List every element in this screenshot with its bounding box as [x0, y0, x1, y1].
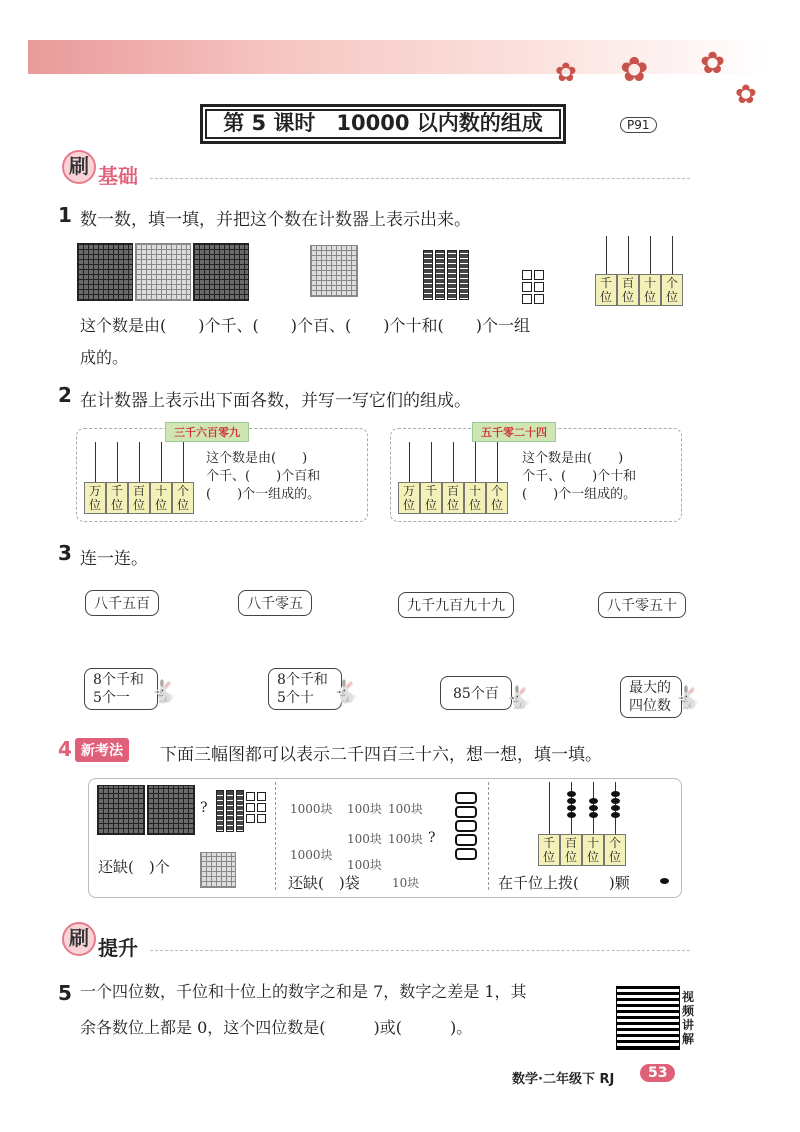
abacus-label: 千 位	[538, 834, 560, 866]
q3-top-card[interactable]: 八千零五	[238, 590, 312, 616]
textbook-page-ref: P91	[620, 117, 657, 133]
question-mark-icon: ?	[428, 830, 436, 846]
money-bag: 10块	[392, 876, 420, 890]
rabbit-icon: 🐇	[505, 686, 533, 711]
money-bag: 1000块	[290, 848, 333, 862]
q5-line2: 余各数位上都是 0，这个四位数是( )或( )。	[80, 1018, 473, 1037]
rabbit-icon: 🐇	[674, 686, 702, 711]
q2-number: 2	[58, 383, 72, 407]
abacus-label: 千 位	[595, 274, 617, 306]
abacus-label: 十 位	[639, 274, 661, 306]
money-bag: 100块	[347, 858, 382, 872]
hundred-flat	[200, 852, 236, 888]
thousand-cube	[135, 243, 191, 301]
section-advance-title: 提升	[98, 936, 138, 960]
q3-bottom-card[interactable]: 8个千和5个十	[268, 668, 342, 710]
abacus-label: 千 位	[420, 482, 442, 514]
q2-right-text: 这个数是由( ) 个千、( )个十和 ( )个一组成的。	[522, 451, 637, 502]
page-number: 53	[640, 1064, 675, 1082]
q2-right-number: 五千零二十四	[472, 422, 556, 442]
abacus-label: 百 位	[442, 482, 464, 514]
q2-left-number: 三千六百零九	[165, 422, 249, 442]
q2-prompt: 在计数器上表示出下面各数，并写一写它们的组成。	[80, 391, 471, 411]
q1-answer-line2: 成的。	[80, 348, 129, 367]
q4-panel3-text: 在千位上拨( )颗	[498, 874, 630, 892]
q2-left-text: 这个数是由( ) 个千、( )个百和 ( )个一组成的。	[206, 451, 321, 502]
q4-divider	[275, 782, 276, 890]
rabbit-icon: 🐇	[332, 680, 360, 705]
maple-leaf-icon: ✿	[700, 46, 726, 81]
abacus-label: 百 位	[617, 274, 639, 306]
q3-top-card[interactable]: 八千零五十	[598, 592, 686, 618]
bead-icon	[660, 878, 669, 884]
q3-bottom-card[interactable]: 85个百	[440, 676, 512, 710]
money-bag: 100块	[347, 802, 382, 816]
bead	[567, 812, 576, 818]
money-bag: 100块	[388, 802, 423, 816]
q3-top-card[interactable]: 八千五百	[85, 590, 159, 616]
q3-number: 3	[58, 541, 72, 565]
question-mark-icon: ?	[200, 800, 208, 816]
q3-top-card[interactable]: 九千九百九十九	[398, 592, 514, 618]
q5-line1: 一个四位数，千位和十位上的数字之和是 7，数字之差是 1，其	[80, 982, 527, 1001]
money-bag: 100块	[388, 832, 423, 846]
q5-number: 5	[58, 981, 72, 1005]
abacus-label: 百 位	[560, 834, 582, 866]
unit-cubes	[522, 270, 544, 304]
q4-panel2-text: 还缺( )袋	[288, 874, 360, 892]
abacus-label: 个 位	[661, 274, 683, 306]
section-basic-title: 基础	[98, 164, 138, 188]
section-divider	[150, 178, 690, 180]
q1-answer-line1: 这个数是由( )个千、( )个百、( )个十和( )个一组	[80, 316, 530, 335]
qr-code[interactable]	[616, 986, 680, 1050]
abacus-label: 万 位	[398, 482, 420, 514]
ten-rods	[216, 790, 244, 832]
q2-left-abacus[interactable]	[84, 442, 194, 514]
bead	[611, 812, 620, 818]
money-bag: 100块	[347, 832, 382, 846]
abacus-label: 个 位	[604, 834, 626, 866]
maple-leaf-icon: ✿	[735, 80, 757, 110]
hundred-flat	[310, 245, 358, 297]
q1-prompt: 数一数，填一填，并把这个数在计数器上表示出来。	[80, 210, 471, 230]
thousand-cube	[193, 243, 249, 301]
q4-divider	[488, 782, 489, 890]
q1-number: 1	[58, 203, 72, 227]
q4-prompt: 下面三幅图都可以表示二千四百三十六，想一想，填一填。	[160, 745, 602, 765]
q3-prompt: 连一连。	[80, 549, 148, 569]
section-divider	[150, 950, 690, 952]
q4-new-method-badge: 新考法	[75, 738, 129, 762]
abacus-label: 千 位	[106, 482, 128, 514]
q4-panel1-text: 还缺( )个	[98, 858, 170, 876]
money-bag: 1000块	[290, 802, 333, 816]
q3-bottom-card[interactable]: 8个千和5个一	[84, 668, 158, 710]
q4-abacus[interactable]	[538, 782, 628, 866]
abacus-label: 十 位	[150, 482, 172, 514]
rabbit-icon: 🐇	[150, 680, 178, 705]
q4-number: 4	[58, 737, 72, 761]
thousand-cube	[97, 785, 145, 835]
maple-leaf-icon: ✿	[555, 58, 577, 88]
coin-stack	[455, 792, 477, 860]
abacus-label: 万 位	[84, 482, 106, 514]
abacus-label: 百 位	[128, 482, 150, 514]
q1-abacus[interactable]	[595, 236, 705, 306]
header-banner	[28, 40, 770, 74]
section-advance-icon: 刷	[62, 922, 96, 956]
abacus-label: 十 位	[464, 482, 486, 514]
thousand-cube	[77, 243, 133, 301]
lesson-title: 第 5 课时 10000 以内数的组成	[200, 104, 566, 144]
thousand-cube	[147, 785, 195, 835]
footer-subject: 数学·二年级下 RJ	[512, 1072, 615, 1087]
section-basic-icon: 刷	[62, 150, 96, 184]
q3-bottom-card[interactable]: 最大的四位数	[620, 676, 682, 718]
unit-cubes	[246, 792, 266, 823]
ten-rods	[423, 250, 469, 300]
video-explain-label: 视频讲解	[682, 990, 695, 1046]
bead	[589, 812, 598, 818]
maple-leaf-icon: ✿	[620, 50, 649, 90]
abacus-label: 个 位	[172, 482, 194, 514]
q2-right-abacus[interactable]	[398, 442, 508, 514]
abacus-label: 个 位	[486, 482, 508, 514]
abacus-label: 十 位	[582, 834, 604, 866]
